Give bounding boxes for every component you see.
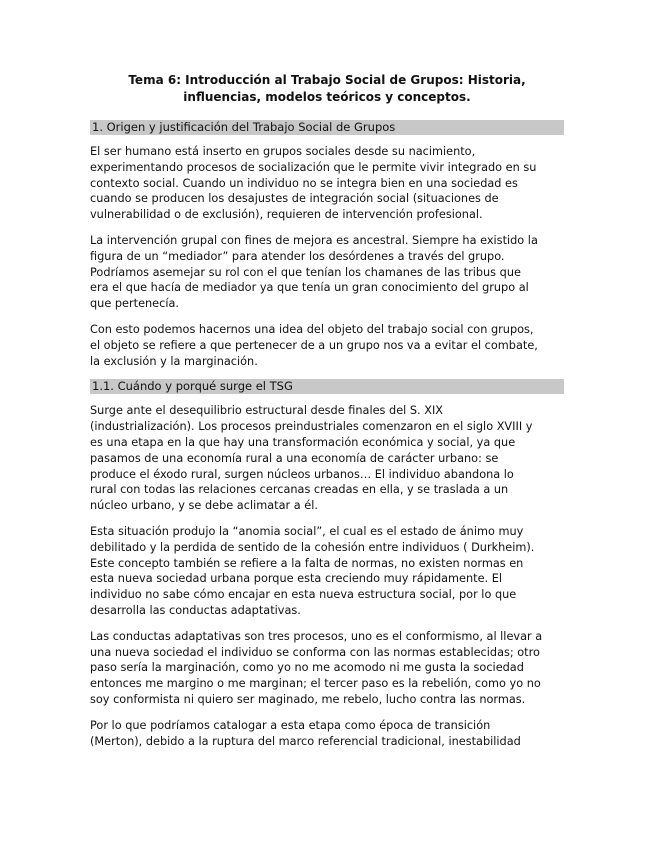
paragraph-line: desarrolla las conductas adaptativas. bbox=[90, 603, 301, 617]
paragraph-line: es una etapa en la que hay una transformación económica y social, ya que bbox=[90, 435, 516, 449]
paragraph-line: individuo no sabe cómo encajar en esta nueva estructura social, por lo que bbox=[90, 588, 517, 602]
paragraph-line: pasamos de una economía rural a una economía de carácter urbano: se bbox=[90, 451, 499, 465]
paragraph-line: produce el éxodo rural, surgen núcleos urbanos… El individuo abandona lo bbox=[90, 467, 514, 481]
paragraph bbox=[90, 233, 564, 312]
paragraph bbox=[90, 144, 564, 223]
document-body bbox=[90, 120, 564, 749]
paragraph-line: La intervención grupal con fines de mejora es ancestral. Siempre ha existido la bbox=[90, 233, 538, 247]
paragraph-line: Las conductas adaptativas son tres procesos, uno es el conformismo, al llevar a bbox=[90, 629, 543, 643]
paragraph bbox=[90, 403, 564, 514]
section-heading: 1. Origen y justificación del Trabajo Social de Grupos bbox=[90, 120, 564, 135]
paragraph-line: experimentando procesos de socialización que le permite vivir integrado en su bbox=[90, 160, 537, 174]
paragraph-line: Surge ante el desequilibrio estructural desde finales del S. XIX bbox=[90, 404, 444, 418]
paragraph-line: soy conformista ni quiero ser maginado, me rebelo, lucho contra las normas. bbox=[90, 692, 526, 706]
paragraph-line: una nueva sociedad el individuo se conforma con las normas establecidas; otro bbox=[90, 645, 540, 659]
paragraph-line: cuando se producen los desajustes de integración social (situaciones de bbox=[90, 192, 499, 206]
paragraph-line: vulnerabilidad o de exclusión), requieren de intervención profesional. bbox=[90, 208, 483, 222]
paragraph-line: Esta situación produjo la “anomia social”, el cual es el estado de ánimo muy bbox=[90, 524, 524, 538]
paragraph-line: paso sería la marginación, como yo no me acomodo ni me gusta la sociedad bbox=[90, 661, 524, 675]
paragraph-line: Este concepto también se refiere a la falta de normas, no existen normas en bbox=[90, 556, 524, 570]
paragraph-line: (industrialización). Los procesos preindustriales comenzaron en el siglo XVIII y bbox=[90, 420, 533, 434]
paragraph-line: contexto social. Cuando un individuo no se integra bien en una sociedad es bbox=[90, 176, 518, 190]
paragraph bbox=[90, 629, 564, 708]
paragraph-line: la exclusión y la marginación. bbox=[90, 354, 258, 368]
paragraph bbox=[90, 322, 564, 369]
document-title bbox=[90, 72, 564, 106]
document-page bbox=[90, 72, 564, 759]
paragraph-line: Con esto podemos hacernos una idea del objeto del trabajo social con grupos, bbox=[90, 322, 534, 336]
paragraph-line: Podríamos asemejar su rol con el que tenían los chamanes de las tribus que bbox=[90, 265, 521, 279]
paragraph-line: era el que hacía de mediador ya que tenía un gran conocimiento del grupo al bbox=[90, 281, 529, 295]
paragraph-line: (Merton), debido a la ruptura del marco referencial tradicional, inestabilidad bbox=[90, 734, 521, 748]
paragraph-line: El ser humano está inserto en grupos sociales desde su nacimiento, bbox=[90, 145, 476, 158]
paragraph-line: Por lo que podríamos catalogar a esta etapa como época de transición bbox=[90, 718, 491, 732]
paragraph-line: entonces me margino o me marginan; el tercer paso es la rebelión, como yo no bbox=[90, 677, 541, 691]
paragraph bbox=[90, 718, 564, 750]
title-line: Tema 6: Introducción al Trabajo Social de Grupos: Historia, bbox=[128, 73, 526, 87]
section-heading: 1.1. Cuándo y porqué surge el TSG bbox=[90, 379, 564, 394]
paragraph-line: esta nueva sociedad urbana porque esta creciendo muy rápidamente. El bbox=[90, 572, 503, 586]
paragraph-line: núcleo urbano, y se debe aclimatar a él. bbox=[90, 499, 318, 513]
paragraph-line: rural con todas las relaciones cercanas creadas en ella, y se traslada a un bbox=[90, 483, 509, 497]
paragraph-line: el objeto se refiere a que pertenecer de a un grupo nos va a evitar el combate, bbox=[90, 338, 538, 352]
paragraph-line: debilitado y la perdida de sentido de la cohesión entre individuos ( Durkheim). bbox=[90, 540, 535, 554]
paragraph-line: que pertenecía. bbox=[90, 297, 179, 311]
paragraph-line: figura de un “mediador” para atender los desórdenes a través del grupo. bbox=[90, 249, 505, 263]
paragraph bbox=[90, 524, 564, 619]
title-line: influencias, modelos teóricos y conceptos. bbox=[183, 90, 471, 104]
